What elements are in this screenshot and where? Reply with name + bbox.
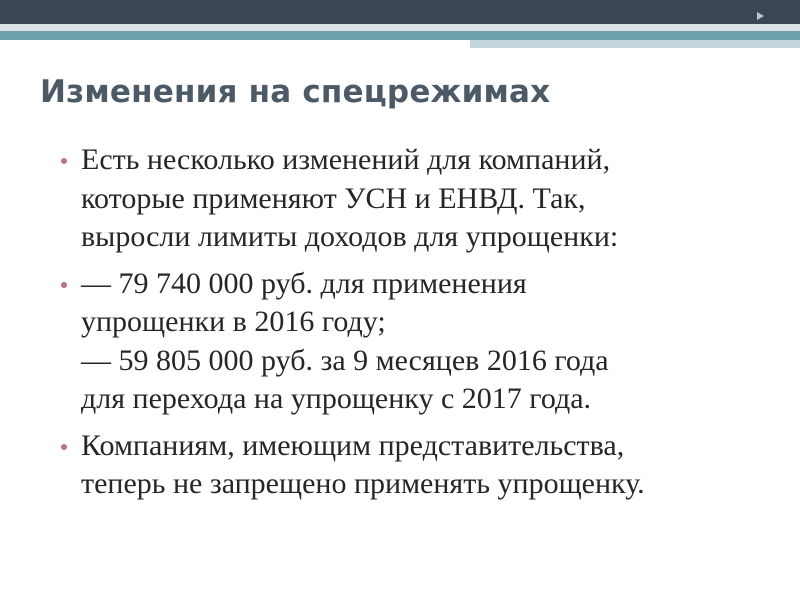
bullet-line: упрощенки в 2016 году; [81,305,386,338]
header-teal-band [0,31,800,40]
header-decoration [0,0,800,60]
bullet-item-limits [57,141,777,257]
bullet-dot-icon [61,444,67,450]
header-pale-band [470,40,800,48]
bullet-line: которые применяют УСН и ЕНВД. Так, [81,181,586,215]
bullet-item-amounts [57,265,777,419]
triangle-arrow-icon [757,12,764,20]
header-light-stripe [0,24,800,31]
bullet-line: для перехода на упрощенку с 2017 года. [81,382,592,415]
slide-bullet-list [57,141,777,512]
bullet-line: Компаниям, имеющим представительства, [81,428,625,462]
bullet-line: — 59 805 000 руб. за 9 месяцев 2016 года [81,343,609,377]
bullet-line: выросли лимиты доходов для упрощенки: [81,220,619,253]
bullet-dot-icon [61,282,67,288]
header-dark-band [0,0,800,24]
bullet-dot-icon [61,158,67,164]
bullet-item-representations [57,427,777,504]
bullet-line: теперь не запрещено применять упрощенку. [81,467,645,500]
slide-title: Изменения на спецрежимах [40,74,551,110]
bullet-line: — 79 740 000 руб. для применения [81,266,527,300]
bullet-line: Есть несколько изменений для компаний, [81,143,611,176]
